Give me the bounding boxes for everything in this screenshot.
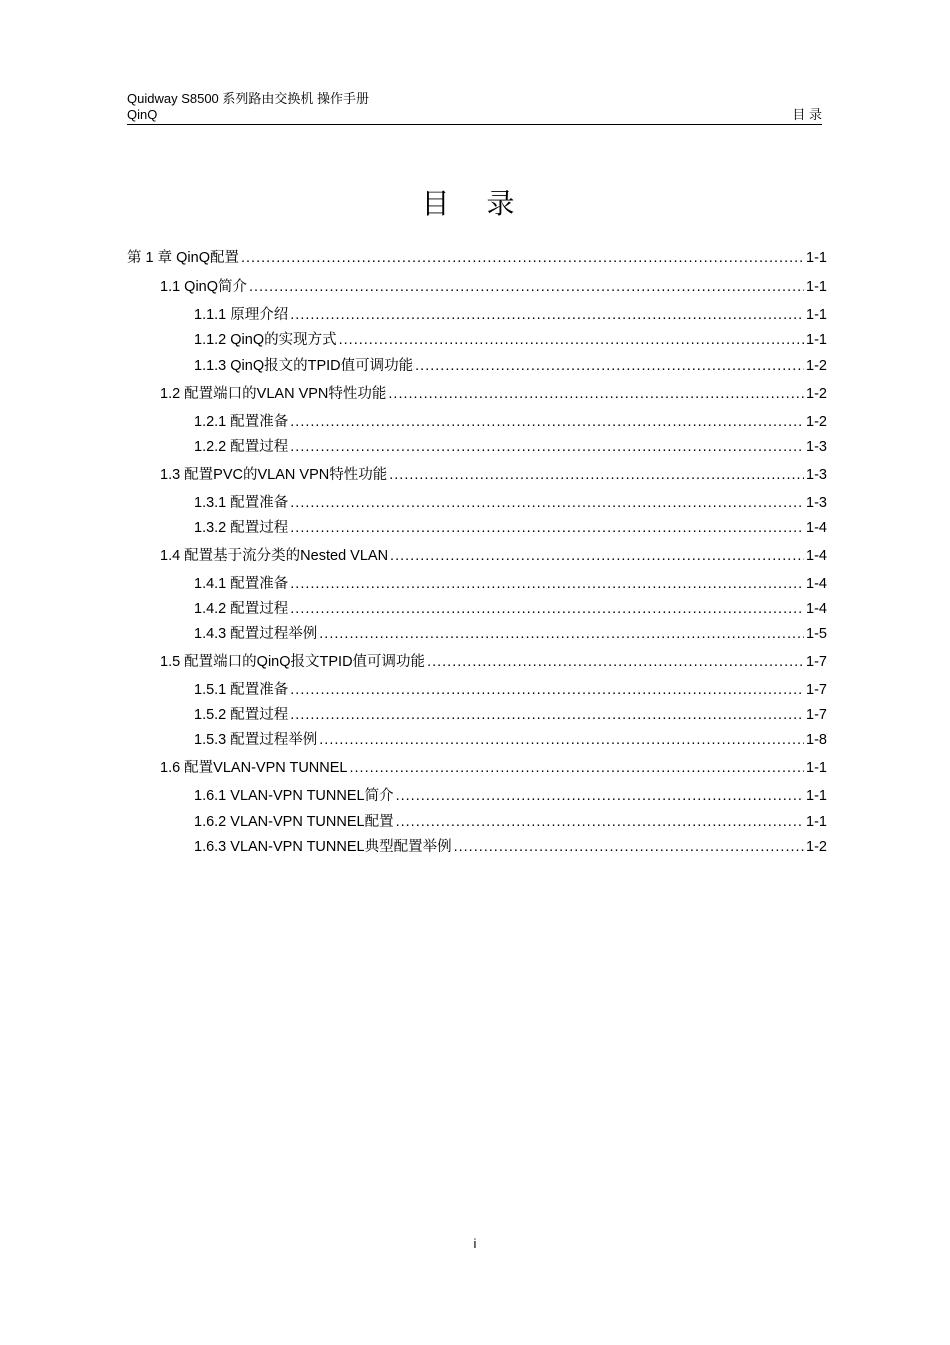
toc-entry-page: 1-3	[806, 439, 827, 455]
toc-entry[interactable]	[127, 412, 827, 432]
toc-entry-label: 1.6.2 VLAN-VPN TUNNEL配置	[194, 814, 394, 830]
toc-entry-label: 1.5.2 配置过程	[194, 707, 289, 723]
toc-entry-page: 1-7	[806, 682, 827, 698]
toc-entry-label: 1.2 配置端口的VLAN VPN特性功能	[160, 386, 387, 402]
toc-entry-label: 1.5.3 配置过程举例	[194, 732, 318, 748]
toc-entry[interactable]	[127, 624, 827, 644]
toc-entry-page: 1-1	[806, 332, 827, 348]
toc-entry-page: 1-4	[806, 548, 827, 564]
toc-entry[interactable]	[127, 248, 827, 268]
toc-leader-dots	[290, 437, 804, 457]
toc-entry[interactable]	[127, 812, 827, 832]
toc-entry-label: 1.4 配置基于流分类的Nested VLAN	[160, 548, 389, 564]
toc-entry-label: 1.4.3 配置过程举例	[194, 626, 318, 642]
toc-entry-page: 1-2	[806, 839, 827, 855]
toc-entry-label: 1.1.3 QinQ报文的TPID值可调功能	[194, 358, 414, 374]
toc-entry-page: 1-1	[806, 814, 827, 830]
toc-entry-page: 1-2	[806, 386, 827, 402]
toc-entry-label: 1.1.1 原理介绍	[194, 307, 289, 323]
toc-leader-dots	[290, 574, 804, 594]
toc-entry-page: 1-8	[806, 732, 827, 748]
module-name: QinQ	[127, 107, 158, 122]
toc-entry[interactable]	[127, 730, 827, 750]
toc-entry[interactable]	[127, 786, 827, 806]
toc-entry-page: 1-4	[806, 520, 827, 536]
toc-entry[interactable]	[127, 652, 827, 672]
section-name: 目 录	[792, 107, 822, 122]
toc-entry[interactable]	[127, 356, 827, 376]
toc-entry-page: 1-3	[806, 495, 827, 511]
toc-entry-page: 1-2	[806, 358, 827, 374]
toc-entry-label: 1.6.1 VLAN-VPN TUNNEL简介	[194, 788, 394, 804]
toc-leader-dots	[290, 705, 804, 725]
toc-entry-label: 第 1 章 QinQ配置	[127, 250, 239, 266]
toc-leader-dots	[454, 837, 804, 857]
toc-entry-page: 1-1	[806, 788, 827, 804]
toc-entry-page: 1-1	[806, 250, 827, 266]
toc-leader-dots	[396, 812, 804, 832]
toc-entry-label: 1.6.3 VLAN-VPN TUNNEL典型配置举例	[194, 839, 452, 855]
toc-leader-dots	[290, 680, 804, 700]
toc-entry-label: 1.3.2 配置过程	[194, 520, 289, 536]
toc-entry-page: 1-7	[806, 654, 827, 670]
toc-entry-page: 1-7	[806, 707, 827, 723]
toc-entry[interactable]	[127, 493, 827, 513]
toc-entry[interactable]	[127, 518, 827, 538]
toc-leader-dots	[319, 624, 804, 644]
toc-entry-label: 1.4.1 配置准备	[194, 576, 289, 592]
header-row	[127, 107, 822, 123]
toc-entry[interactable]	[127, 574, 827, 594]
toc-entry-label: 1.4.2 配置过程	[194, 601, 289, 617]
toc-leader-dots	[339, 330, 804, 350]
toc-leader-dots	[241, 248, 804, 268]
toc-entry[interactable]	[127, 330, 827, 350]
toc-entry-page: 1-1	[806, 279, 827, 295]
page-number: i	[473, 1236, 477, 1251]
toc-leader-dots	[396, 786, 804, 806]
toc-entry-label: 1.6 配置VLAN-VPN TUNNEL	[160, 760, 348, 776]
manual-title: Quidway S8500 系列路由交换机 操作手册	[127, 91, 370, 106]
toc-entry-page: 1-1	[806, 307, 827, 323]
toc-entry[interactable]	[127, 277, 827, 297]
toc-leader-dots	[290, 599, 804, 619]
toc-entry-label: 1.3.1 配置准备	[194, 495, 289, 511]
toc-leader-dots	[290, 493, 804, 513]
toc-entry-page: 1-4	[806, 576, 827, 592]
toc-entry-page: 1-3	[806, 467, 827, 483]
toc-leader-dots	[390, 546, 804, 566]
toc-entry-page: 1-5	[806, 626, 827, 642]
toc-entry-label: 1.3 配置PVC的VLAN VPN特性功能	[160, 467, 388, 483]
toc-leader-dots	[290, 305, 804, 325]
toc-entry[interactable]	[127, 546, 827, 566]
toc-entry-page: 1-4	[806, 601, 827, 617]
toc-leader-dots	[249, 277, 804, 297]
toc-entry[interactable]	[127, 837, 827, 857]
toc-entry[interactable]	[127, 465, 827, 485]
toc-leader-dots	[290, 518, 804, 538]
toc-entry-label: 1.2.2 配置过程	[194, 439, 289, 455]
toc-entry[interactable]	[127, 705, 827, 725]
toc-entry[interactable]	[127, 305, 827, 325]
page-header	[127, 91, 822, 125]
toc-leader-dots	[290, 412, 804, 432]
toc-entry-label: 1.2.1 配置准备	[194, 414, 289, 430]
toc-entry[interactable]	[127, 599, 827, 619]
toc-entry-label: 1.1.2 QinQ的实现方式	[194, 332, 337, 348]
toc-entry[interactable]	[127, 680, 827, 700]
toc-entry-label: 1.5 配置端口的QinQ报文TPID值可调功能	[160, 654, 426, 670]
toc-leader-dots	[415, 356, 804, 376]
toc-entry[interactable]	[127, 384, 827, 404]
toc-entry-page: 1-1	[806, 760, 827, 776]
toc-entry-label: 1.1 QinQ简介	[160, 279, 248, 295]
toc-leader-dots	[349, 758, 804, 778]
toc-entry[interactable]	[127, 437, 827, 457]
toc-leader-dots	[389, 465, 804, 485]
toc-leader-dots	[427, 652, 804, 672]
toc-entry-page: 1-2	[806, 414, 827, 430]
toc-leader-dots	[319, 730, 804, 750]
toc-leader-dots	[388, 384, 804, 404]
toc-entry[interactable]	[127, 758, 827, 778]
toc-entry-label: 1.5.1 配置准备	[194, 682, 289, 698]
page-title: 目 录	[421, 187, 529, 220]
